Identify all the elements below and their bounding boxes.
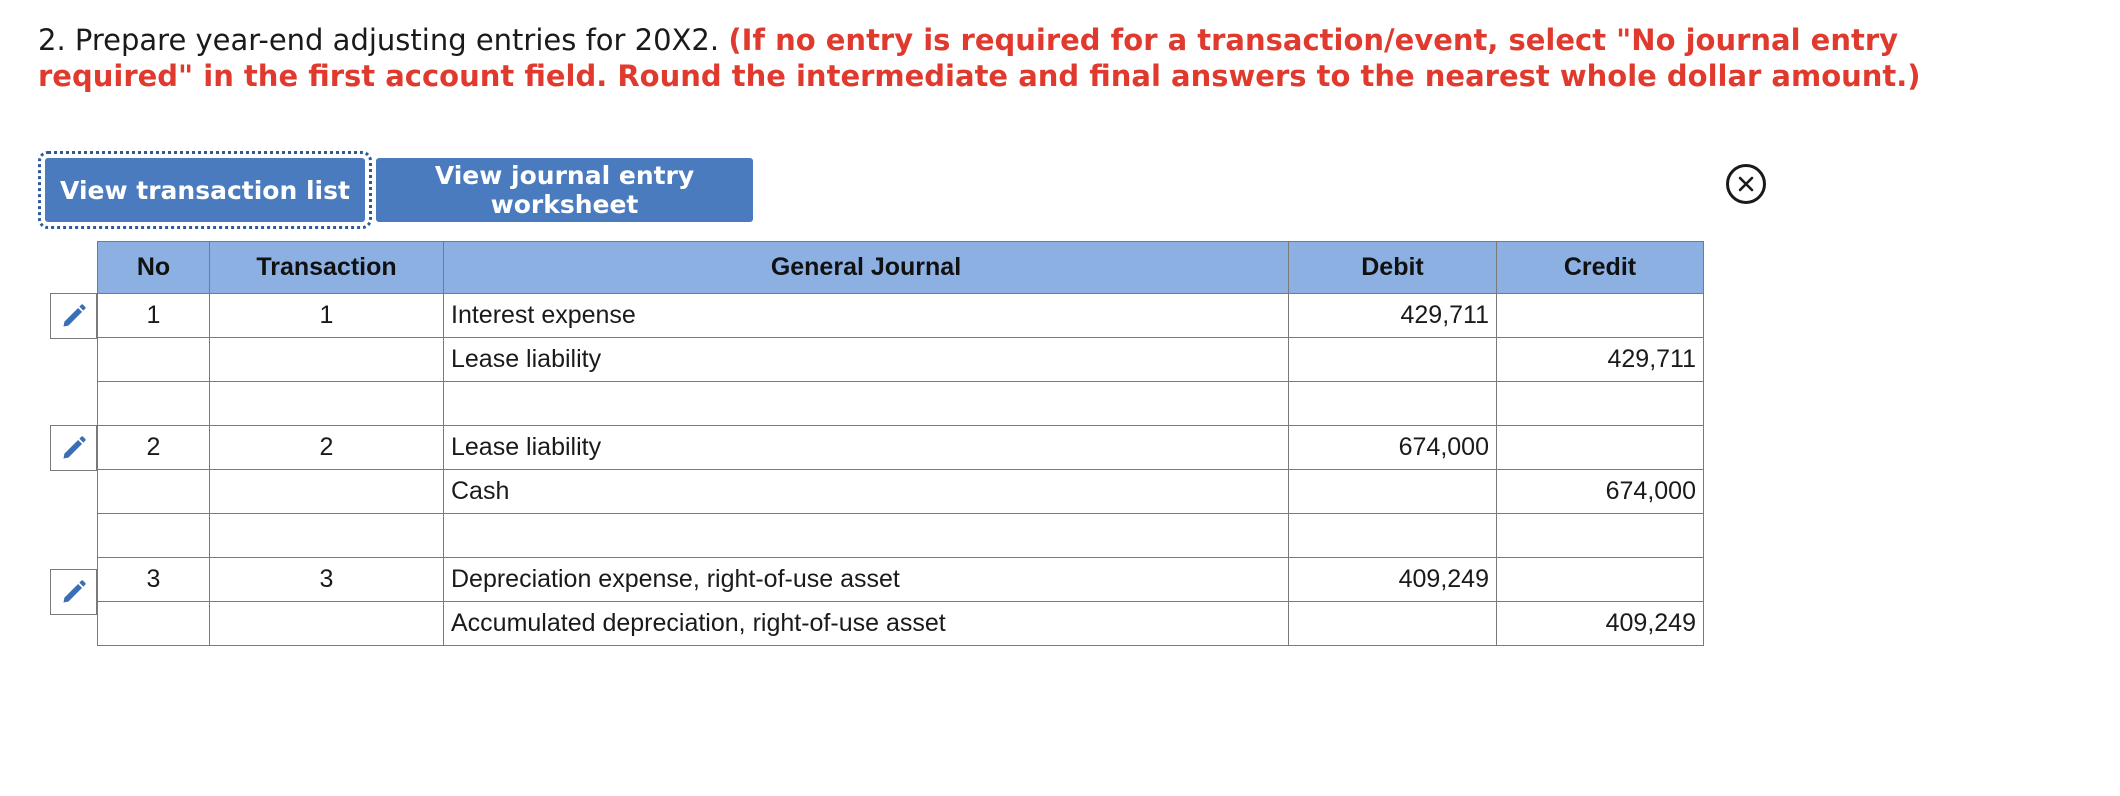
cell-no: 3	[98, 558, 210, 602]
question-prefix: 2. Prepare year-end adjusting entries for 20X2.	[38, 23, 729, 57]
cell-debit	[1289, 338, 1497, 382]
view-journal-entry-worksheet-button[interactable]: View journal entry worksheet	[376, 158, 753, 222]
question-text	[38, 22, 1938, 94]
cell-transaction: 1	[210, 294, 444, 338]
cell-transaction	[210, 382, 444, 426]
cell-transaction	[210, 338, 444, 382]
table-row	[98, 558, 1704, 602]
table-row	[98, 294, 1704, 338]
cell-account: Accumulated depreciation, right-of-use asset	[444, 602, 1289, 646]
cell-no	[98, 470, 210, 514]
cell-credit	[1497, 514, 1704, 558]
cell-debit	[1289, 514, 1497, 558]
pencil-icon	[60, 434, 88, 462]
header-credit: Credit	[1497, 242, 1704, 294]
cell-account: Lease liability	[444, 338, 1289, 382]
cell-no	[98, 514, 210, 558]
cell-debit: 429,711	[1289, 294, 1497, 338]
table-header-row	[98, 242, 1704, 294]
cell-debit	[1289, 602, 1497, 646]
pencil-icon	[60, 302, 88, 330]
cell-no	[98, 338, 210, 382]
cell-debit	[1289, 382, 1497, 426]
cell-credit	[1497, 426, 1704, 470]
cell-debit	[1289, 470, 1497, 514]
cell-no: 1	[98, 294, 210, 338]
table-row	[98, 426, 1704, 470]
question-instruction: (If no entry is required for a transaction/event, select "No journal entry required" in the first account field. Round the intermediate and final answers to the nearest whole dollar amount.)	[38, 23, 1921, 93]
header-general-journal: General Journal	[444, 242, 1289, 294]
cell-transaction	[210, 514, 444, 558]
cell-credit	[1497, 294, 1704, 338]
cell-credit	[1497, 558, 1704, 602]
view-transaction-list-button[interactable]: View transaction list	[45, 158, 365, 222]
cell-account: Depreciation expense, right-of-use asset	[444, 558, 1289, 602]
pencil-icon	[60, 578, 88, 606]
close-x-glyph	[1737, 175, 1755, 193]
cell-transaction: 3	[210, 558, 444, 602]
cell-credit: 409,249	[1497, 602, 1704, 646]
cell-credit: 674,000	[1497, 470, 1704, 514]
cell-account	[444, 514, 1289, 558]
cell-account: Cash	[444, 470, 1289, 514]
cell-debit: 674,000	[1289, 426, 1497, 470]
cell-no	[98, 602, 210, 646]
close-icon[interactable]	[1726, 164, 1766, 204]
cell-transaction	[210, 470, 444, 514]
edit-entry-2-button[interactable]	[50, 425, 97, 471]
table-row	[98, 514, 1704, 558]
cell-transaction: 2	[210, 426, 444, 470]
header-debit: Debit	[1289, 242, 1497, 294]
cell-account: Lease liability	[444, 426, 1289, 470]
header-no: No	[98, 242, 210, 294]
table-row	[98, 338, 1704, 382]
table-row	[98, 382, 1704, 426]
header-transaction: Transaction	[210, 242, 444, 294]
cell-credit	[1497, 382, 1704, 426]
cell-account	[444, 382, 1289, 426]
edit-entry-3-button[interactable]	[50, 569, 97, 615]
cell-no: 2	[98, 426, 210, 470]
table-row	[98, 470, 1704, 514]
cell-account: Interest expense	[444, 294, 1289, 338]
table-row	[98, 602, 1704, 646]
cell-credit: 429,711	[1497, 338, 1704, 382]
cell-no	[98, 382, 210, 426]
edit-entry-1-button[interactable]	[50, 293, 97, 339]
cell-debit: 409,249	[1289, 558, 1497, 602]
journal-table	[97, 241, 1704, 646]
cell-transaction	[210, 602, 444, 646]
